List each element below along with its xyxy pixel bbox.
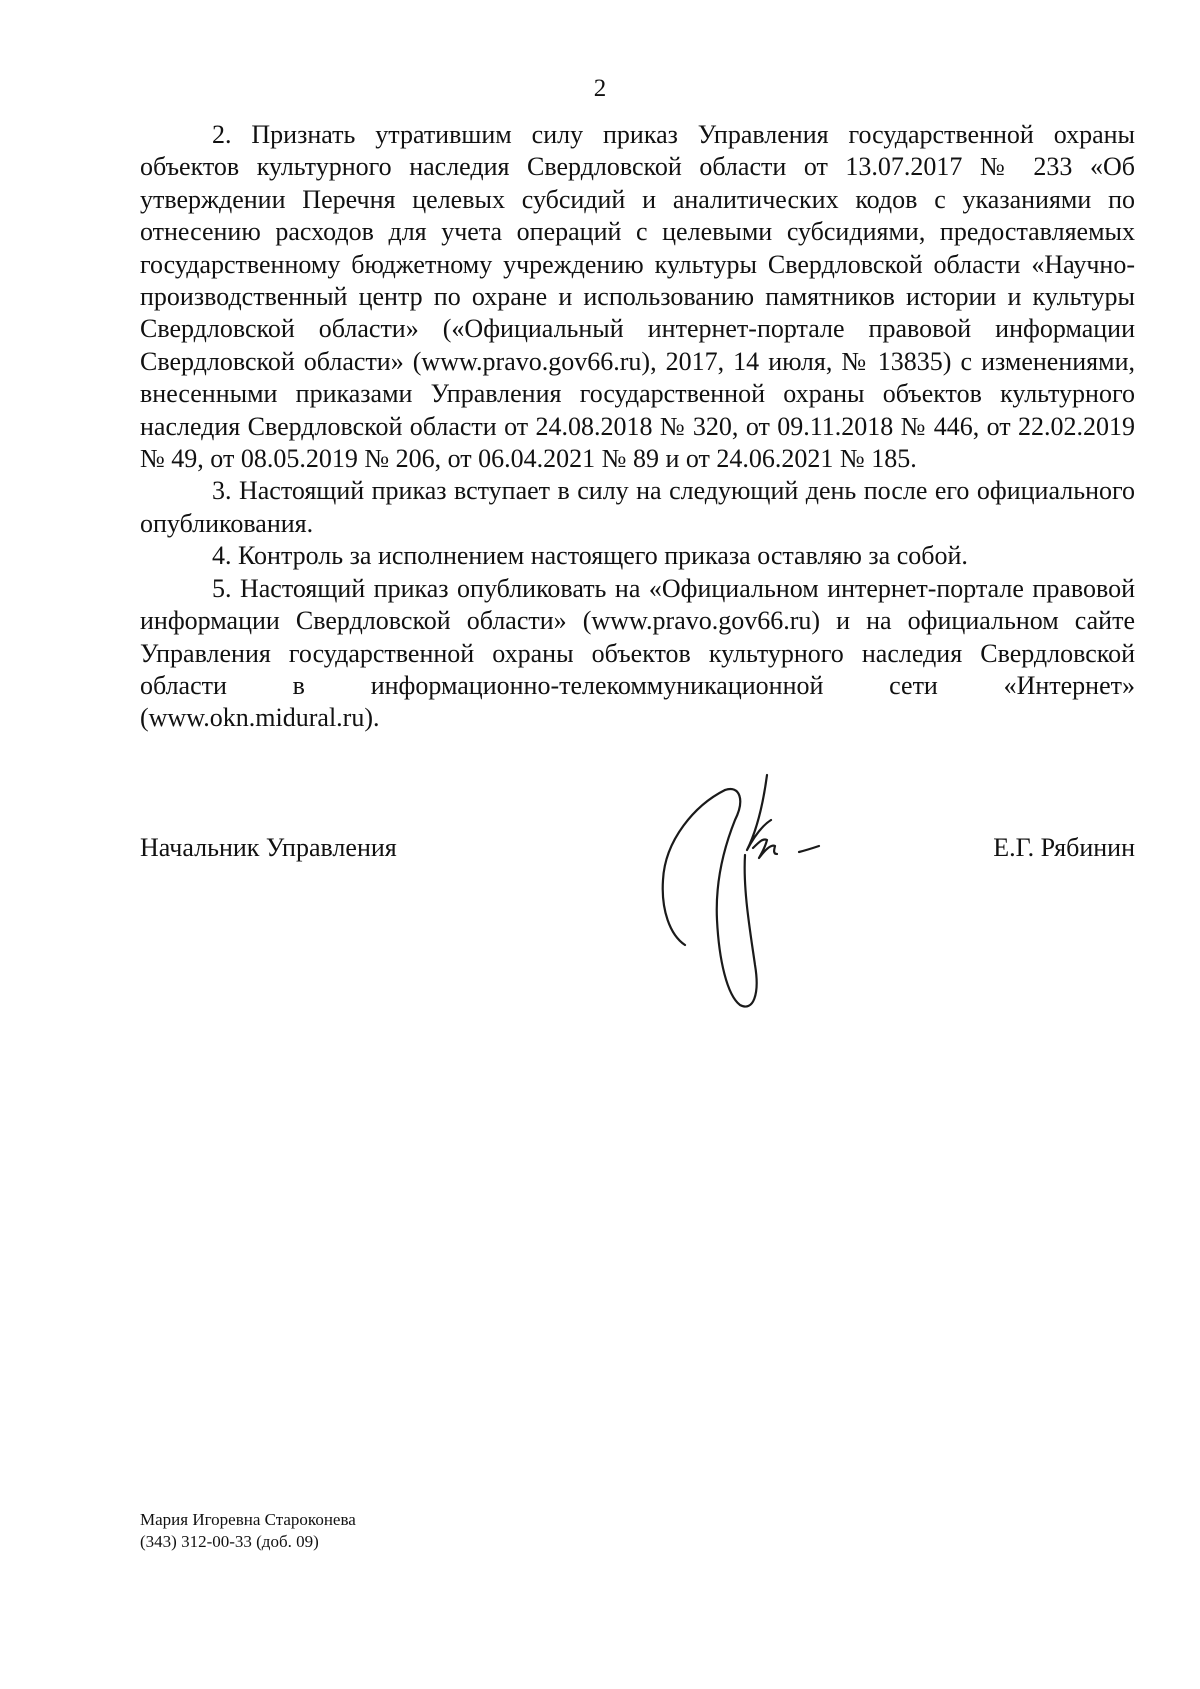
signatory-name: Е.Г. Рябинин [993,833,1135,862]
document-body [140,119,1135,735]
paragraph-2: 2. Признать утратившим силу приказ Управления государственной охраны объектов культурного наследия Свердловской области от 13.07.2017 № 233 «Об утверждении Перечня целевых субсидий и аналитических кодов с указаниями по отнесению расходов для учета операций с целевыми субсидиями, предоставляемых государственному бюджетному учреждению культуры Свердловской области «Научно-производственный центр по охране и использованию памятников истории и культуры Свердловской области» («Официальный интернет-портале правовой информации Свердловской области» (www.pravo.gov66.ru), 2017, 14 июля, № 13835) с изменениями, внесенными приказами Управления государственной охраны объектов культурного наследия Свердловской области от 24.08.2018 № 320, от 09.11.2018 № 446, от 22.02.2019 № 49, от 08.05.2019 № 206, от 06.04.2021 № 89 и от 24.06.2021 № 185. [140,120,1135,474]
paragraph-5: 5. Настоящий приказ опубликовать на «Официальном интернет-портале правовой информации Свердловской области» (www.pravo.gov66.ru) и на официальном сайте Управления государственной охраны объектов культурного наследия Свердловской области в информационно-телекоммуникационной сети «Интернет» (www.okn.midural.ru). [140,573,1135,733]
paragraph-4: 4. Контроль за исполнением настоящего приказа оставляю за собой. [212,541,968,571]
executor-info [140,1509,356,1553]
paragraph-3: 3. Настоящий приказ вступает в силу на следующий день после его официального опубликования. [140,476,1135,538]
signatory-title: Начальник Управления [140,833,397,862]
executor-phone: (343) 312-00-33 (доб. 09) [140,1532,319,1551]
page-number: 2 [593,75,607,102]
handwritten-signature [655,770,885,1030]
executor-name: Мария Игоревна Староконева [140,1510,356,1529]
